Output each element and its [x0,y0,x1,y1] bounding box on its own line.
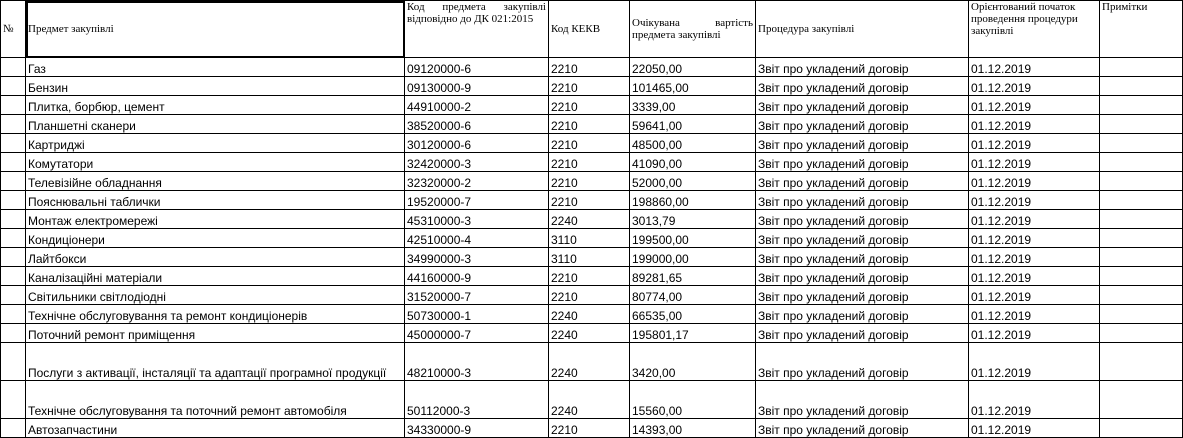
cell-no[interactable] [1,305,26,324]
cell-no[interactable] [1,419,26,438]
cell-subject[interactable]: Телевізійне обладнання [26,172,405,191]
cell-start[interactable]: 01.12.2019 [969,58,1100,77]
cell-no[interactable] [1,286,26,305]
cell-subject[interactable]: Газ [26,58,405,77]
table-row [1,286,1183,305]
cell-start[interactable]: 01.12.2019 [969,305,1100,324]
cell-code[interactable]: 45000000-7 [405,324,549,343]
cell-notes[interactable] [1100,229,1183,248]
cell-procedure[interactable]: Звіт про укладений договір [756,77,969,96]
cell-code[interactable]: 50730000-1 [405,305,549,324]
cell-subject[interactable]: Планшетні сканери [26,115,405,134]
table-row [1,172,1183,191]
cell-no[interactable] [1,210,26,229]
cell-notes[interactable] [1100,153,1183,172]
cell-subject[interactable]: Поточний ремонт приміщення [26,324,405,343]
cell-cost[interactable]: 3013,79 [630,210,756,229]
cell-no[interactable] [1,153,26,172]
cell-start[interactable]: 01.12.2019 [969,172,1100,191]
cell-start[interactable]: 01.12.2019 [969,286,1100,305]
cell-procedure[interactable]: Звіт про укладений договір [756,115,969,134]
cell-start[interactable]: 01.12.2019 [969,248,1100,267]
cell-procedure[interactable]: Звіт про укладений договір [756,58,969,77]
cell-code[interactable]: 50112000-3 [405,381,549,419]
cell-notes[interactable] [1100,267,1183,286]
cell-no[interactable] [1,191,26,210]
cell-procedure[interactable]: Звіт про укладений договір [756,305,969,324]
cell-no[interactable] [1,343,26,381]
header-cost[interactable]: Очікувана вартість предмета закупівлі [630,1,756,58]
cell-subject[interactable]: Технічне обслуговування та ремонт кондиціонерів [26,305,405,324]
cell-no[interactable] [1,58,26,77]
cell-cost[interactable]: 199000,00 [630,248,756,267]
cell-procedure[interactable]: Звіт про укладений договір [756,248,969,267]
header-row [1,1,1183,58]
cell-subject[interactable]: Пояснювальні таблички [26,191,405,210]
cell-code[interactable]: 34990000-3 [405,248,549,267]
cell-kekv[interactable]: 2210 [549,77,630,96]
cell-no[interactable] [1,115,26,134]
table-row [1,305,1183,324]
table-row [1,153,1183,172]
cell-procedure[interactable]: Звіт про укладений договір [756,191,969,210]
table-row [1,191,1183,210]
cell-notes[interactable] [1100,381,1183,419]
table-row [1,210,1183,229]
cell-no[interactable] [1,248,26,267]
cell-subject[interactable]: Плитка, борбюр, цемент [26,96,405,115]
cell-procedure[interactable]: Звіт про укладений договір [756,172,969,191]
cell-procedure[interactable]: Звіт про укладений договір [756,210,969,229]
cell-notes[interactable] [1100,286,1183,305]
cell-subject[interactable]: Каналізаційні матеріали [26,267,405,286]
table-row [1,381,1183,419]
cell-kekv[interactable]: 2240 [549,210,630,229]
cell-cost[interactable]: 15560,00 [630,381,756,419]
cell-code[interactable]: 31520000-7 [405,286,549,305]
cell-kekv[interactable]: 2240 [549,324,630,343]
cell-subject[interactable]: Світильники світлодіодні [26,286,405,305]
cell-subject[interactable]: Послуги з активації, інсталяції та адаптації програмної продукції [26,343,405,381]
cell-start[interactable]: 01.12.2019 [969,229,1100,248]
cell-kekv[interactable]: 2210 [549,134,630,153]
header-kekv[interactable]: Код КЕКВ [549,1,630,58]
cell-cost[interactable]: 66535,00 [630,305,756,324]
cell-notes[interactable] [1100,77,1183,96]
cell-procedure[interactable]: Звіт про укладений договір [756,286,969,305]
cell-cost[interactable]: 22050,00 [630,58,756,77]
cell-code[interactable]: 42510000-4 [405,229,549,248]
cell-start[interactable]: 01.12.2019 [969,134,1100,153]
cell-notes[interactable] [1100,419,1183,438]
header-no[interactable]: № [1,1,26,58]
cell-start[interactable]: 01.12.2019 [969,77,1100,96]
cell-start[interactable]: 01.12.2019 [969,96,1100,115]
cell-start[interactable]: 01.12.2019 [969,419,1100,438]
cell-cost[interactable]: 198860,00 [630,191,756,210]
cell-code[interactable]: 48210000-3 [405,343,549,381]
cell-cost[interactable]: 80774,00 [630,286,756,305]
cell-procedure[interactable]: Звіт про укладений договір [756,134,969,153]
cell-notes[interactable] [1100,324,1183,343]
header-notes[interactable]: Примітки [1100,1,1183,58]
table-row [1,229,1183,248]
cell-start[interactable]: 01.12.2019 [969,115,1100,134]
cell-cost[interactable]: 195801,17 [630,324,756,343]
cell-no[interactable] [1,172,26,191]
cell-start[interactable]: 01.12.2019 [969,324,1100,343]
cell-kekv[interactable]: 2210 [549,58,630,77]
cell-kekv[interactable]: 2210 [549,172,630,191]
cell-kekv[interactable]: 2210 [549,267,630,286]
cell-code[interactable]: 38520000-6 [405,115,549,134]
cell-code[interactable]: 45310000-3 [405,210,549,229]
cell-no[interactable] [1,77,26,96]
cell-notes[interactable] [1100,58,1183,77]
table-row [1,324,1183,343]
cell-start[interactable]: 01.12.2019 [969,153,1100,172]
cell-start[interactable]: 01.12.2019 [969,381,1100,419]
cell-start[interactable]: 01.12.2019 [969,267,1100,286]
cell-code[interactable]: 30120000-6 [405,134,549,153]
cell-subject[interactable]: Монтаж електромережі [26,210,405,229]
cell-cost[interactable]: 3339,00 [630,96,756,115]
cell-kekv[interactable]: 2240 [549,343,630,381]
table-row [1,419,1183,438]
cell-no[interactable] [1,267,26,286]
table-row [1,96,1183,115]
cell-subject[interactable]: Комутатори [26,153,405,172]
cell-procedure[interactable]: Звіт про укладений договір [756,153,969,172]
cell-notes[interactable] [1100,210,1183,229]
cell-cost[interactable]: 101465,00 [630,77,756,96]
table-row [1,267,1183,286]
cell-code[interactable]: 44910000-2 [405,96,549,115]
cell-procedure[interactable]: Звіт про укладений договір [756,96,969,115]
cell-kekv[interactable]: 3110 [549,248,630,267]
cell-notes[interactable] [1100,172,1183,191]
cell-procedure[interactable]: Звіт про укладений договір [756,267,969,286]
cell-code[interactable]: 32420000-3 [405,153,549,172]
cell-procedure[interactable]: Звіт про укладений договір [756,419,969,438]
header-subject[interactable]: Предмет закупівлі [26,1,405,58]
cell-kekv[interactable]: 2210 [549,419,630,438]
cell-procedure[interactable]: Звіт про укладений договір [756,324,969,343]
header-procedure[interactable]: Процедура закупівлі [756,1,969,58]
cell-subject[interactable]: Технічне обслуговування та поточний ремонт автомобіля [26,381,405,419]
cell-notes[interactable] [1100,115,1183,134]
cell-no[interactable] [1,96,26,115]
cell-kekv[interactable]: 2210 [549,96,630,115]
cell-code[interactable]: 34330000-9 [405,419,549,438]
cell-kekv[interactable]: 2240 [549,305,630,324]
cell-kekv[interactable]: 3110 [549,229,630,248]
cell-cost[interactable]: 3420,00 [630,343,756,381]
cell-notes[interactable] [1100,96,1183,115]
cell-procedure[interactable]: Звіт про укладений договір [756,381,969,419]
cell-notes[interactable] [1100,191,1183,210]
cell-notes[interactable] [1100,305,1183,324]
table-row [1,58,1183,77]
cell-subject[interactable]: Бензин [26,77,405,96]
header-start[interactable]: Орієнтований початок проведення процедури закупівлі [969,1,1100,58]
cell-code[interactable]: 32320000-2 [405,172,549,191]
cell-kekv[interactable]: 2240 [549,381,630,419]
cell-kekv[interactable]: 2210 [549,153,630,172]
cell-kekv[interactable]: 2210 [549,115,630,134]
table-row [1,134,1183,153]
cell-cost[interactable]: 89281,65 [630,267,756,286]
cell-no[interactable] [1,381,26,419]
cell-no[interactable] [1,229,26,248]
table-row [1,115,1183,134]
cell-cost[interactable]: 14393,00 [630,419,756,438]
table-row [1,248,1183,267]
cell-start[interactable]: 01.12.2019 [969,191,1100,210]
header-code[interactable]: Код предмета закупівлі відповідно до ДК 021:2015 [405,1,549,58]
cell-notes[interactable] [1100,343,1183,381]
cell-code[interactable]: 09120000-6 [405,58,549,77]
cell-cost[interactable]: 48500,00 [630,134,756,153]
cell-cost[interactable]: 52000,00 [630,172,756,191]
cell-start[interactable]: 01.12.2019 [969,343,1100,381]
cell-procedure[interactable]: Звіт про укладений договір [756,229,969,248]
cell-kekv[interactable]: 2210 [549,191,630,210]
cell-no[interactable] [1,134,26,153]
table-row [1,343,1183,381]
cell-code[interactable]: 44160000-9 [405,267,549,286]
cell-notes[interactable] [1100,134,1183,153]
cell-cost[interactable]: 59641,00 [630,115,756,134]
cell-cost[interactable]: 41090,00 [630,153,756,172]
cell-subject[interactable]: Картриджі [26,134,405,153]
cell-notes[interactable] [1100,248,1183,267]
cell-start[interactable]: 01.12.2019 [969,210,1100,229]
cell-no[interactable] [1,324,26,343]
cell-subject[interactable]: Автозапчастини [26,419,405,438]
cell-code[interactable]: 19520000-7 [405,191,549,210]
cell-cost[interactable]: 199500,00 [630,229,756,248]
cell-subject[interactable]: Лайтбокси [26,248,405,267]
cell-code[interactable]: 09130000-9 [405,77,549,96]
cell-procedure[interactable]: Звіт про укладений договір [756,343,969,381]
table-row [1,77,1183,96]
cell-subject[interactable]: Кондиціонери [26,229,405,248]
cell-kekv[interactable]: 2210 [549,286,630,305]
